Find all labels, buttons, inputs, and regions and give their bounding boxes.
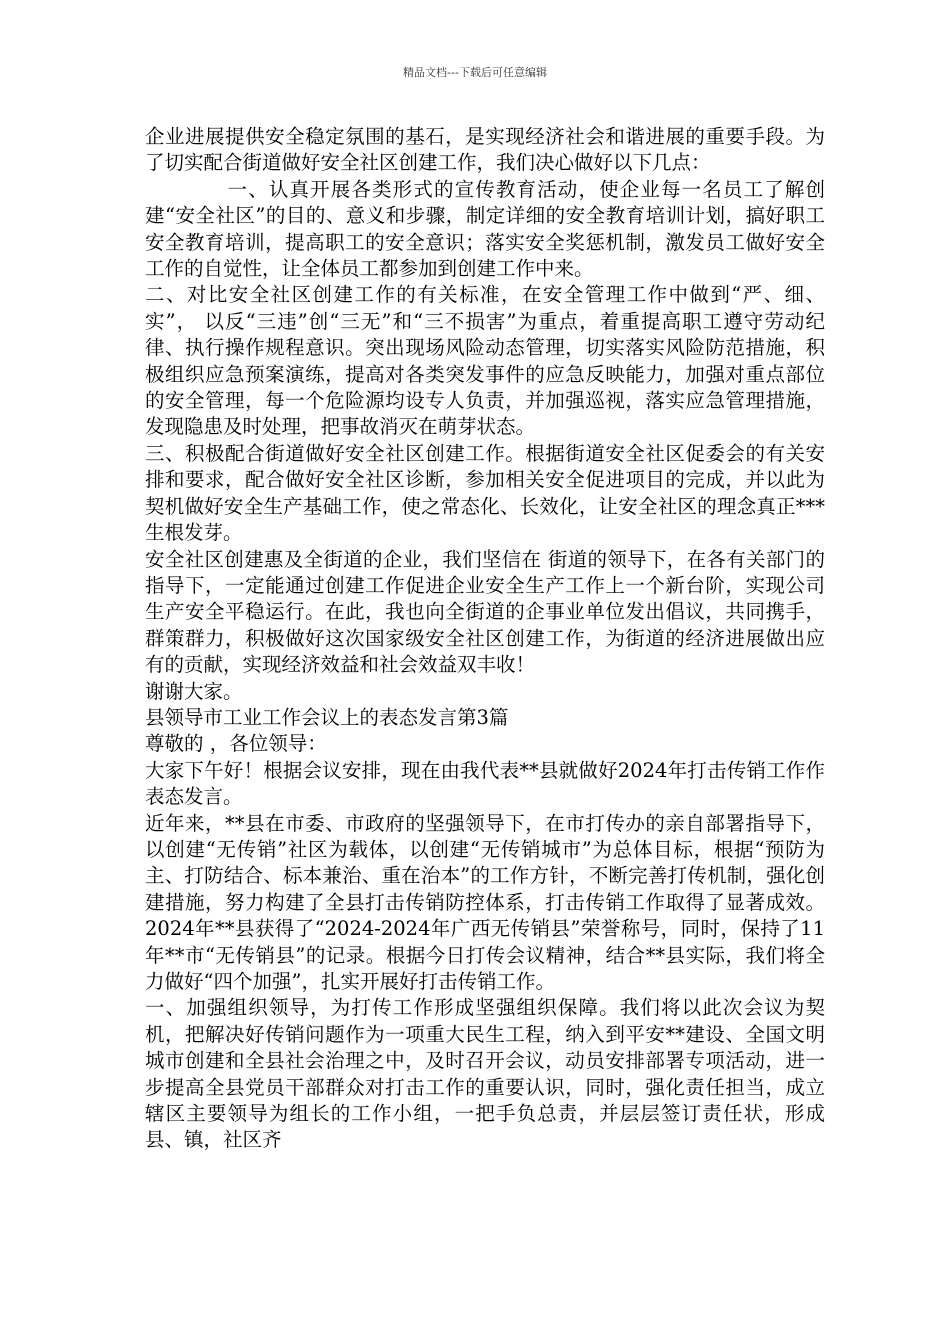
paragraph: 二、对比安全社区创建工作的有关标准，在安全管理工作中做到“严、细、实”， 以反“三违”创“三无”和“三不损害”为重点，着重提高职工遵守劳动纪律、执行操作规程意识。突出现场风险动态管理，切实落实风险防范措施，积极组织应急预案演练，提高对各类突发事件的应急反映能力，加强对重点部位的安全管理，每一个危险源均设专人负责，并加强巡视，落实应急管理措施，发现隐患及时处理，把事故消灭在萌芽状态。 [145, 283, 825, 439]
paragraph: 一、加强组织领导，为打传工作形成坚强组织保障。我们将以此次会议为契机，把解决好传销问题作为一项重大民生工程，纳入到平安**建设、全国文明城市创建和全县社会治理之中，及时召开会议，动员安排部署专项活动，进一步提高全县党员干部群众对打击工作的重要认识，同时，强化责任担当，成立辖区主要领导为组长的工作小组，一把手负总责，并层层签订责任状，形成县、镇，社区齐 [145, 996, 825, 1152]
page-header: 精品文档---下载后可任意编辑 [403, 66, 547, 79]
paragraph: 近年来，**县在市委、市政府的坚强领导下，在市打传办的亲自部署指导下，以创建“无传销”社区为载体，以创建“无传销城市”为总体目标，根据“预防为主、打防结合、标本兼治、重在治本”的工作方针，不断完善打传机制，强化创建措施，努力构建了全县打击传销防控体系，打击传销工作取得了显著成效。2024年**县获得了“2024-2024年广西无传销县”荣誉称号，同时，保持了11年**市“无传销县”的记录。根据今日打传会议精神，结合**县实际，我们将全力做好“四个加强”，扎实开展好打击传销工作。 [145, 811, 825, 993]
section-title: 县领导市工业工作会议上的表态发言第3篇 [145, 705, 509, 729]
paragraph: 三、积极配合街道做好安全社区创建工作。根据街道安全社区促委会的有关安排和要求，配合做好安全社区诊断，参加相关安全促进项目的完成，并以此为契机做好安全生产基础工作，使之常态化、长效化，让安全社区的理念真正***生根发芽。 [145, 441, 825, 545]
paragraph: 安全社区创建惠及全街道的企业，我们坚信在 街道的领导下，在各有关部门的指导下，一定能通过创建工作促进企业安全生产工作上一个新台阶，实现公司生产安全平稳运行。在此，我也向全街道的企事业单位发出倡议，共同携手，群策群力，积极做好这次国家级安全社区创建工作，为街道的经济进展做出应有的贡献，实现经济效益和社会效益双丰收！ [145, 547, 825, 677]
paragraph: 一、认真开展各类形式的宣传教育活动，使企业每一名员工了解创建“安全社区”的目的、意义和步骤，制定详细的安全教育培训计划，搞好职工安全教育培训，提高职工的安全意识；落实安全奖惩机制，激发员工做好安全工作的自觉性，让全体员工都参加到创建工作中来。 [145, 177, 825, 281]
paragraph: 企业进展提供安全稳定氛围的基石，是实现经济社会和谐进展的重要手段。为了切实配合街道做好安全社区创建工作，我们决心做好以下几点： [145, 125, 825, 175]
paragraph: 大家下午好！根据会议安排，现在由我代表**县就做好2024年打击传销工作作表态发言。 [145, 758, 825, 809]
paragraph: 谢谢大家。 [145, 679, 243, 703]
salutation: 尊敬的 ，各位领导： [145, 732, 327, 756]
document-body [145, 124, 825, 1154]
